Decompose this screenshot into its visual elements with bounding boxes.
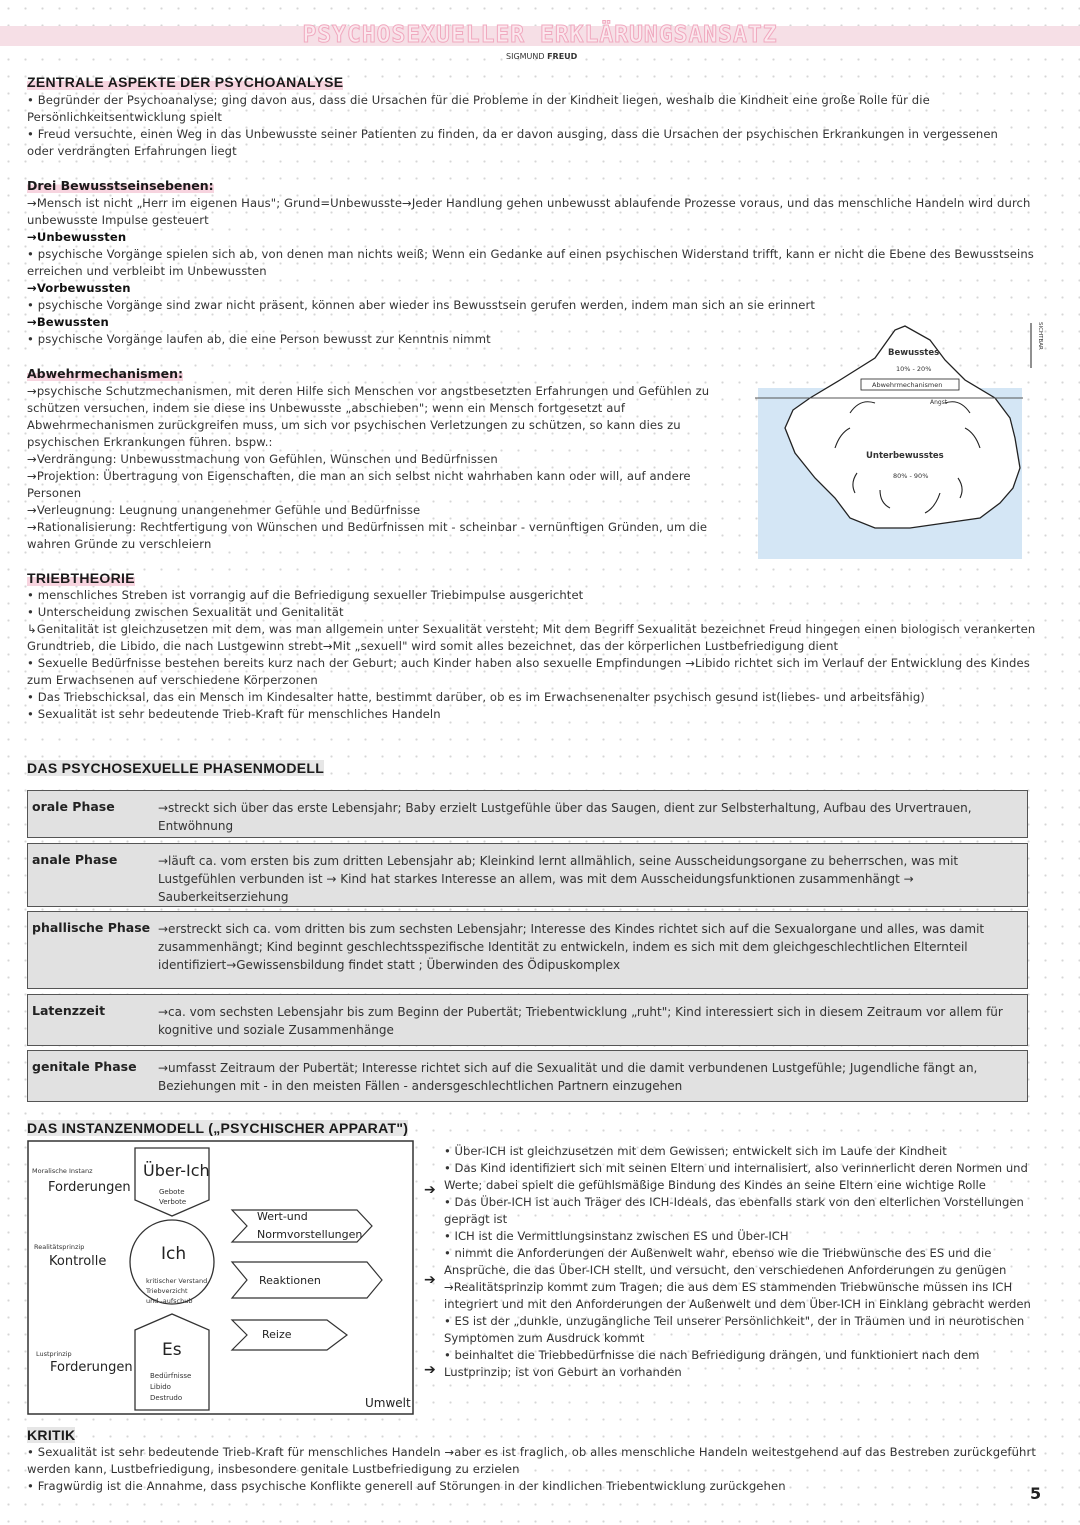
label-forderungen-1: Forderungen bbox=[48, 1180, 131, 1195]
note-line: nimmt die Anforderungen der Außenwelt wahr, ebenso wie die Triebwünsche des ES und die Ansprüche, die das Über-ICH stellt, und versucht, den verschiedenen Anforderungen zu genügen →Realitätsprinzip kommt zum Tragen; die aus dem ES stammenden Triebwünsche müssen ins ICH integriert und mit den Anforderungen der Außenwelt und dem Über-ICH in Einklang gebracht werden bbox=[444, 1246, 1031, 1311]
section-heading-instanzenmodell: DAS INSTANZENMODELL („PSYCHISCHER APPARAT") bbox=[27, 1120, 409, 1136]
bewusstseinsebenen-text: →Mensch ist nicht „Herr im eigenen Haus"; Grund=Unbewusste→Jeder Handlung gehen unbewusst ablaufende Prozesse voraus, und das menschliche Handeln wird durch unbewusste Impulse gesteuert →Unbewussten • psychische Vorgänge spielen sich ab, von denen man nichts weiß; Wenn ein Gedanke auf einen psychischen Widerstand trifft, kann er nicht die Ebene des Bewusstseins erreichen und verbleibt im Unbewussten →Vorbewussten • psychische Vorgänge sind zwar nicht präsent, können aber wieder ins Bewusstsein gerufen werden, indem man sich an sie erinnert →Bewussten • psychische Vorgänge laufen ab, die eine Person bewusst zur Kenntnis nimmt bbox=[27, 195, 1037, 348]
text-line: ↳Genitalität ist gleichzusetzen mit dem, was man allgemein unter Sexualität versteht; Mit dem Begriff Sexualität bezeichnet Freud hingegen einen biologisch verankerten Grundtrieb, die Libido, die nach Lustgewinn strebt→Mit „sexuell" wird somit alles bezeichnet, das der körperlichen Lustbefriedigung dient bbox=[27, 622, 1036, 653]
phase-row bbox=[27, 843, 1028, 907]
arrow-right-icon: ➔ bbox=[424, 1182, 436, 1198]
note-line: Das Kind identifiziert sich mit seinen Eltern und internalisiert, also verinnerlicht deren Normen und Werte; dabei spielt die gefühlsmäßige Bindung des Kindes an seine Eltern eine wichtige Rolle bbox=[444, 1161, 1028, 1192]
phase-description: →ca. vom sechsten Lebensjahr bis zum Beginn der Pubertät; Triebentwicklung „ruht"; Kind interessiert sich in diesem Zeitraum vor allem für kognitive und soziale Zusammenhänge bbox=[158, 1004, 1003, 1037]
text-line: Sexualität ist sehr bedeutende Trieb-Kraft für menschliches Handeln →aber es ist fraglich, ob alles menschliche Handeln weitestgehend auf das Bestreben zurückgeführt werden kann, Lustbefriedigung, insbesondere genitale Lustbefriedigung zu erzielen bbox=[27, 1445, 1037, 1476]
phase-row bbox=[27, 994, 1028, 1046]
label-triebverzicht: Triebverzicht bbox=[146, 1287, 188, 1295]
unbewusst-label: →Unbewussten bbox=[27, 230, 127, 244]
label-wert: Wert-und bbox=[257, 1210, 308, 1223]
phase-row bbox=[27, 1050, 1028, 1102]
label-destrudo: Destrudo bbox=[150, 1394, 183, 1402]
triebtheorie-text: • menschliches Streben ist vorrangig auf die Befriedigung sexueller Triebimpulse ausgerichtet • Unterscheidung zwischen Sexualität und Genitalität ↳Genitalität ist gleichzusetzen mit dem, was man allgemein unter Sexualität versteht; Mit dem Begriff Sexualität bezeichnet Freud hingegen einen biologisch verankerten Grundtrieb, die Libido, die nach Lustgewinn strebt→Mit „sexuell" wird somit alles bezeichnet, das der körperlichen Lustbefriedigung dient • Sexuelle Bedürfnisse bestehen bereits kurz nach der Geburt; auch Kinder haben also sexuelle Empfindungen →Libido richtet sich im Verlauf der Entwicklung des Kindes zum Erwachsenen auf verschiedene Körperzonen • Das Triebschicksal, das ein Mensch im Kindesalter hatte, bestimmt darüber, ob es im Erwachsenenalter psychisch gesund ist(liebes- und arbeitsfähig) • Sexualität ist sehr bedeutende Trieb-Kraft für menschliches Handeln bbox=[27, 588, 1036, 721]
phase-description: →umfasst Zeitraum der Pubertät; Interesse richtet sich auf die Sexualität und die damit verbundenen Lustgefühle; Jugendliche fängt an, Beziehungen mit - in den meisten Fällen - andersgeschlechtlichen Partnern einzugehen bbox=[158, 1061, 978, 1093]
iceberg-angst: Angst bbox=[930, 399, 948, 406]
label-kontrolle: Kontrolle bbox=[49, 1254, 107, 1269]
label-kritischer-verstand: kritischer Verstand bbox=[146, 1277, 208, 1285]
note-line: Das Über-ICH ist auch Träger des ICH-Ideals, das ebenfalls stark von den elterlichen Vorstellungen geprägt ist bbox=[444, 1195, 1024, 1226]
phase-name: phallische Phase bbox=[32, 920, 151, 935]
label-reize: Reize bbox=[262, 1328, 292, 1341]
text-line: Sexuelle Bedürfnisse bestehen bereits kurz nach der Geburt; auch Kinder haben also sexuelle Empfindungen →Libido richtet sich im Verlauf der Entwicklung des Kindes zum Erwachsenen auf verschiedene Körperzonen bbox=[27, 656, 1030, 687]
vorbewusst-label: →Vorbewussten bbox=[27, 281, 131, 295]
phasen-table bbox=[27, 790, 1028, 1101]
text-line: Unterscheidung zwischen Sexualität und Genitalität bbox=[37, 605, 344, 619]
instanzen-notes: • Über-ICH ist gleichzusetzen mit dem Gewissen; entwickelt sich im Laufe der Kindheit • Das Kind identifiziert sich mit seinen Eltern und internalisiert, also verinnerlicht deren Normen und Werte; dabei spielt die gefühlsmäßige Bindung des Kindes an seine Eltern eine wichtige Rolle • Das Über-ICH ist auch Träger des ICH-Ideals, das ebenfalls stark von den elterlichen Vorstellungen geprägt ist • ICH ist die Vermittlungsinstanz zwischen ES und Über-ICH • nimmt die Anforderungen der Außenwelt wahr, ebenso wie die Triebwünsche des ES und die Ansprüche, die das Über-ICH stellt, und versucht, den verschiedenen Anforderungen zu genügen →Realitätsprinzip kommt zum Tragen; die aus dem ES stammenden Triebwünsche müssen ins ICH integriert und mit den Anforderungen der Außenwelt und dem Über-ICH in Einklang gebracht werden • ES ist der „dunkle, unzugängliche Teil unserer Persönlichkeit", der in Träumen und in neurotischen Symptomen zum Ausdruck kommt • beinhaltet die Triebbedürfnisse die nach Befriedigung drängen, und funktioniert nach dem Lustprinzip; ist von Geburt an vorhanden bbox=[444, 1144, 1031, 1379]
bewusstseinsebenen-heading: Drei Bewusstseinsebenen: bbox=[27, 178, 214, 193]
bullet-item: • Freud versuchte, einen Weg in das Unbewusste seiner Patienten zu finden, da er davon ausging, dass die Ursachen der psychischen Erkrankungen in vergessenen oder verdrängten Erfahrungen liegt bbox=[27, 127, 999, 158]
phase-name: anale Phase bbox=[32, 851, 118, 867]
label-beduerfnisse: Bedürfnisse bbox=[150, 1372, 192, 1380]
psychoanalyse-text bbox=[27, 92, 1012, 160]
unbewusst-text: psychische Vorgänge spielen sich ab, von denen man nichts weiß; Wenn ein Gedanke auf einen psychischen Widerstand trifft, kann er nicht die Ebene des Bewusstseins erreichen und verbleibt im Unbewussten bbox=[27, 247, 1034, 278]
section-heading-phasenmodell: DAS PSYCHOSEXUELLE PHASENMODELL bbox=[27, 760, 325, 776]
label-ich: Ich bbox=[161, 1244, 187, 1264]
text-line: Sexualität ist sehr bedeutende Trieb-Kraft für menschliches Handeln bbox=[37, 707, 441, 721]
label-ueberich: Über-Ich bbox=[143, 1161, 210, 1180]
label-forderungen-2: Forderungen bbox=[50, 1360, 133, 1375]
label-aufschub: und -aufschub bbox=[146, 1297, 193, 1305]
text-line: →Verleugnung: Leugnung unangenehmer Gefühle und Bedürfnisse bbox=[27, 503, 421, 517]
phase-row bbox=[27, 790, 1028, 838]
section-heading-kritik: KRITIK bbox=[27, 1427, 76, 1443]
text-line: →Projektion: Übertragung von Eigenschaften, die man an sich selbst nicht wahrhaben kann oder will, auf andere Personen bbox=[27, 469, 691, 500]
label-gebote: Gebote bbox=[159, 1188, 185, 1196]
label-verbote: Verbote bbox=[159, 1198, 187, 1206]
section-heading-triebtheorie: TRIEBTHEORIE bbox=[27, 570, 135, 586]
iceberg-abwehr: Abwehrmechanismen bbox=[872, 381, 943, 389]
arrow-right-icon: ➔ bbox=[424, 1362, 436, 1378]
phase-name: Latenzzeit bbox=[32, 1002, 106, 1018]
label-libido: Libido bbox=[150, 1383, 171, 1391]
text-line: →Verdrängung: Unbewusstmachung von Gefühlen, Wünschen und Bedürfnissen bbox=[27, 452, 498, 466]
label-umwelt: Umwelt bbox=[365, 1396, 411, 1410]
note-line: ICH ist die Vermittlungsinstanz zwischen ES und Über-ICH bbox=[454, 1229, 789, 1243]
page-title: PSYCHOSEXUELLER ERKLÄRUNGSANSATZ bbox=[302, 22, 778, 48]
vorbewusst-text: psychische Vorgänge sind zwar nicht präsent, können aber wieder ins Bewusstsein gerufen werden, indem man sich an sie erinnert bbox=[37, 298, 815, 312]
iceberg-sichtbar: SICHTBAR bbox=[1037, 322, 1043, 350]
note-line: beinhaltet die Triebbedürfnisse die nach Befriedigung drängen, und funktioniert nach dem Lustprinzip; ist von Geburt an vorhanden bbox=[444, 1348, 980, 1379]
phase-row bbox=[27, 911, 1028, 989]
label-normvorstellungen: Normvorstellungen bbox=[257, 1228, 363, 1241]
page-number: 5 bbox=[1030, 1484, 1042, 1503]
abwehrmechanismen-heading: Abwehrmechanismen: bbox=[27, 366, 183, 381]
phase-description: →läuft ca. vom ersten bis zum dritten Lebensjahr ab; Kleinkind lernt allmählich, seine Ausscheidungsorgane zu beherrschen, was mit Lustgefühlen verbunden ist → Kind hat starkes Interesse an allem, was mit dem Ausscheidungsfunktionen zusammenhängt → Sauberkeitserziehung bbox=[158, 853, 959, 904]
iceberg-unter-pct: 80% - 90% bbox=[893, 472, 929, 480]
section-heading-psychoanalyse: ZENTRALE ASPEKTE DER PSYCHOANALYSE bbox=[27, 74, 344, 90]
bewusst-label: →Bewussten bbox=[27, 315, 109, 329]
iceberg-bewusstes: Bewusstes bbox=[888, 348, 940, 358]
text-line: menschliches Streben ist vorrangig auf die Befriedigung sexueller Triebimpulse ausgerichtet bbox=[37, 588, 584, 602]
text-line: →Mensch ist nicht „Herr im eigenen Haus"; Grund=Unbewusste→Jeder Handlung gehen unbewusst ablaufende Prozesse voraus, und das menschliche Handeln wird durch unbewusste Impulse gesteuert bbox=[27, 196, 1031, 227]
phase-name: genitale Phase bbox=[32, 1059, 137, 1074]
page-subtitle: SIGMUND FREUD bbox=[506, 52, 578, 61]
bullet-item: • Begründer der Psychoanalyse; ging davon aus, dass die Ursachen für die Probleme in der Kindheit liegen, weshalb die Kindheit eine große Rolle für die Persönlichkeitsentwicklung spielt bbox=[27, 93, 930, 124]
text-line: →Rationalisierung: Rechtfertigung von Wünschen und Bedürfnissen mit - scheinbar - vernünftigen Gründen, um die wahren Gründe zu verschleiern bbox=[27, 520, 708, 551]
arrow-right-icon: ➔ bbox=[424, 1272, 436, 1288]
kritik-text: • Sexualität ist sehr bedeutende Trieb-Kraft für menschliches Handeln →aber es ist fraglich, ob alles menschliche Handeln weitestgehend auf das Bestreben zurückgeführt werden kann, Lustbefriedigung, insbesondere genitale Lustbefriedigung zu erzielen • Fragwürdig ist die Annahme, dass psychische Konflikte generell auf Störungen in der kindlichen Triebentwicklung zurückgehen bbox=[27, 1445, 1037, 1493]
text-line: Das Triebschicksal, das ein Mensch im Kindesalter hatte, bestimmt darüber, ob es im Erwachsenenalter psychisch gesund ist(liebes- und arbeitsfähig) bbox=[37, 690, 925, 704]
abwehrmechanismen-text bbox=[27, 383, 747, 553]
bewusst-text: psychische Vorgänge laufen ab, die eine Person bewusst zur Kenntnis nimmt bbox=[37, 332, 491, 346]
note-line: Über-ICH ist gleichzusetzen mit dem Gewissen; entwickelt sich im Laufe der Kindheit bbox=[454, 1144, 947, 1158]
text-line: →psychische Schutzmechanismen, mit deren Hilfe sich Menschen vor angstbesetzten Erfahrungen und Gefühlen zu schützen versuchen, indem sie diese ins Unbewusste „abschieben"; wenn ein Mensch fortgesetzt auf Abwehrmechanismen zurückgreifen muss, um sich vor psychischen Verletzungen zu schützen, so kann dies zu psychischen Erkrankungen führen. bspw.: bbox=[27, 384, 710, 449]
iceberg-unterbewusstes: Unterbewusstes bbox=[866, 451, 944, 461]
note-line: ES ist der „dunkle, unzugängliche Teil unserer Persönlichkeit", der in Träumen und in neurotischen Symptomen zum Ausdruck kommt bbox=[444, 1314, 1025, 1345]
phase-description: →erstreckt sich ca. vom dritten bis zum sechsten Lebensjahr; Interesse des Kindes richtet sich auf die Sexualorgane und alles, was damit zusammenhängt; Kind beginnt geschlechtsspezifische Identität zu entwickeln, indem es sich mit dem gleichgeschlechtlichen Elternteil identifiziert→Gewissensbildung findet statt ; Überwinden des Ödipuskomplex bbox=[158, 922, 985, 972]
label-reaktionen: Reaktionen bbox=[259, 1274, 321, 1287]
text-line: Fragwürdig ist die Annahme, dass psychische Konflikte generell auf Störungen in der kindlichen Triebentwicklung zurückgehen bbox=[37, 1479, 786, 1493]
label-moral: Moralische Instanz bbox=[32, 1167, 93, 1175]
phase-description: →streckt sich über das erste Lebensjahr; Baby erzielt Lustgefühle über das Saugen, dient zur Selbsterhaltung, Aufbau des Urvertrauen, Entwöhnung bbox=[158, 801, 972, 833]
iceberg-bewusst-pct: 10% - 20% bbox=[896, 365, 932, 373]
label-es: Es bbox=[162, 1340, 182, 1360]
phase-name: orale Phase bbox=[32, 799, 115, 814]
label-lustprinzip: Lustprinzip bbox=[36, 1350, 72, 1358]
label-realitaetsprinzip: Realitätsprinzip bbox=[34, 1243, 85, 1251]
